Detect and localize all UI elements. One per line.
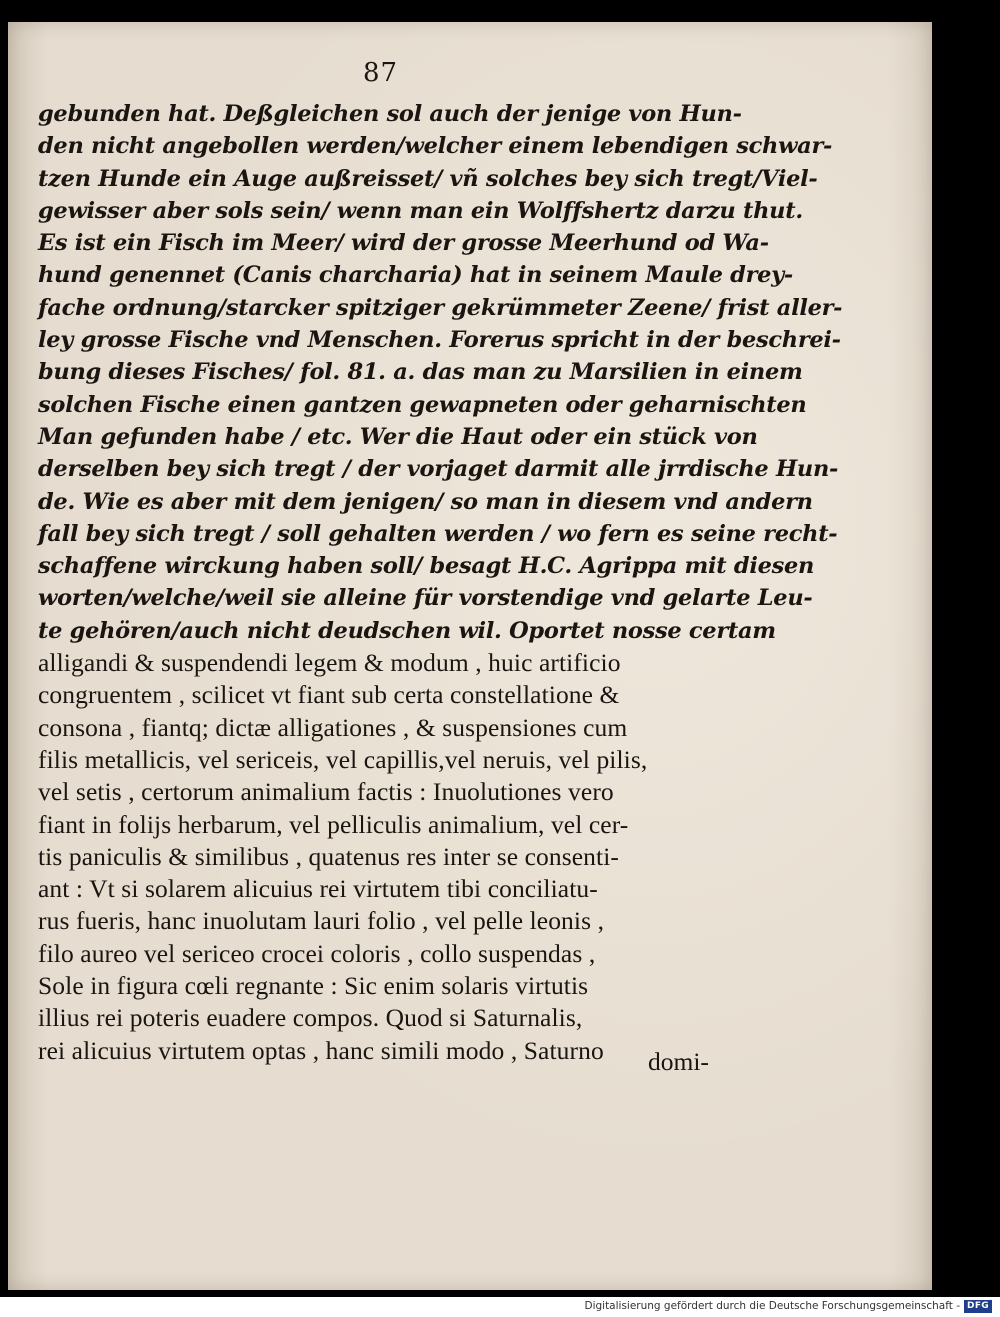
text-line: vel setis , certorum animalium factis : Inuolutiones vero <box>38 777 614 807</box>
text-line: fall bey sich tregt / soll gehalten werden / wo fern es seine recht- <box>38 520 838 547</box>
text-line: rei alicuius virtutem optas , hanc simili modo , Saturno <box>38 1035 604 1065</box>
text-line: hund genennet (Canis charcharia) hat in seinem Maule drey- <box>38 262 793 289</box>
text-line: tis paniculis & similibus , quatenus res inter se consenti- <box>38 841 619 871</box>
text-line: derselben bey sich tregt / der vorjaget darmit alle jrrdische Hun- <box>38 456 839 483</box>
text-line: illius rei poteris euadere compos. Quod si Saturnalis, <box>38 1003 583 1033</box>
text-line: gebunden hat. Deßgleichen sol auch der jenige von Hun- <box>38 101 742 127</box>
text-line: solchen Fische einen gantzen gewapneten oder geharnischten <box>38 391 807 418</box>
text-line: Sole in figura cœli regnante : Sic enim solaris virtutis <box>38 971 589 1001</box>
text-line: ant : Vt si solarem alicuius rei virtutem tibi conciliatu- <box>38 874 598 904</box>
text-line: ley grosse Fische vnd Menschen. Forerus spricht in der beschrei- <box>38 327 841 354</box>
page-number: 87 <box>363 58 399 88</box>
footer-bar <box>0 1297 1000 1317</box>
text-block <box>38 98 843 1067</box>
text-line: congruentem , scilicet vt fiant sub certa constellatione & <box>38 680 620 710</box>
text-line: consona , fiantq; dictæ alligationes , & suspensiones cum <box>38 712 628 742</box>
text-line: filis metallicis, vel sericeis, vel capillis,vel neruis, vel pilis, <box>38 744 648 774</box>
text-line: te gehören/auch nicht deudschen wil. Oportet nosse certam <box>38 617 776 644</box>
text-line: den nicht angebollen werden/welcher einem lebendigen schwar- <box>38 133 833 160</box>
text-line: gewisser aber sols sein/ wenn man ein Wolffshertz darzu thut. <box>38 197 803 224</box>
text-line: schaffene wirckung haben soll/ besagt H.C. Agrippa mit diesen <box>38 553 815 580</box>
catchword: domi- <box>648 1047 709 1076</box>
text-line: rus fueris, hanc inuolutam lauri folio , vel pelle leonis , <box>38 906 605 936</box>
text-line: fache ordnung/starcker spitziger gekrümmeter Zeene/ frist aller- <box>38 294 843 321</box>
text-line: tzen Hunde ein Auge außreisset/ vñ solches bey sich tregt/Viel- <box>38 165 818 192</box>
text-line: Man gefunden habe / etc. Wer die Haut oder ein stück von <box>38 423 758 450</box>
text-line: de. Wie es aber mit dem jenigen/ so man in diesem vnd andern <box>38 488 813 515</box>
text-line: fiant in folijs herbarum, vel pelliculis animalium, vel cer- <box>38 809 629 839</box>
dfg-logo[interactable]: DFG <box>964 1300 992 1313</box>
text-line: filo aureo vel sericeo crocei coloris , collo suspendas , <box>38 938 596 968</box>
text-line: bung dieses Fisches/ fol. 81. a. das man zu Marsilien in einem <box>38 359 803 386</box>
text-line: alligandi & suspendendi legem & modum , huic artificio <box>38 648 621 678</box>
funding-credit: Digitalisierung gefördert durch die Deutsche Forschungsgemeinschaft - <box>584 1300 960 1312</box>
text-line: worten/welche/weil sie alleine für vorstendige vnd gelarte Leu- <box>38 585 813 612</box>
book-page <box>8 22 932 1290</box>
text-line: Es ist ein Fisch im Meer/ wird der grosse Meerhund od Wa- <box>38 230 769 257</box>
